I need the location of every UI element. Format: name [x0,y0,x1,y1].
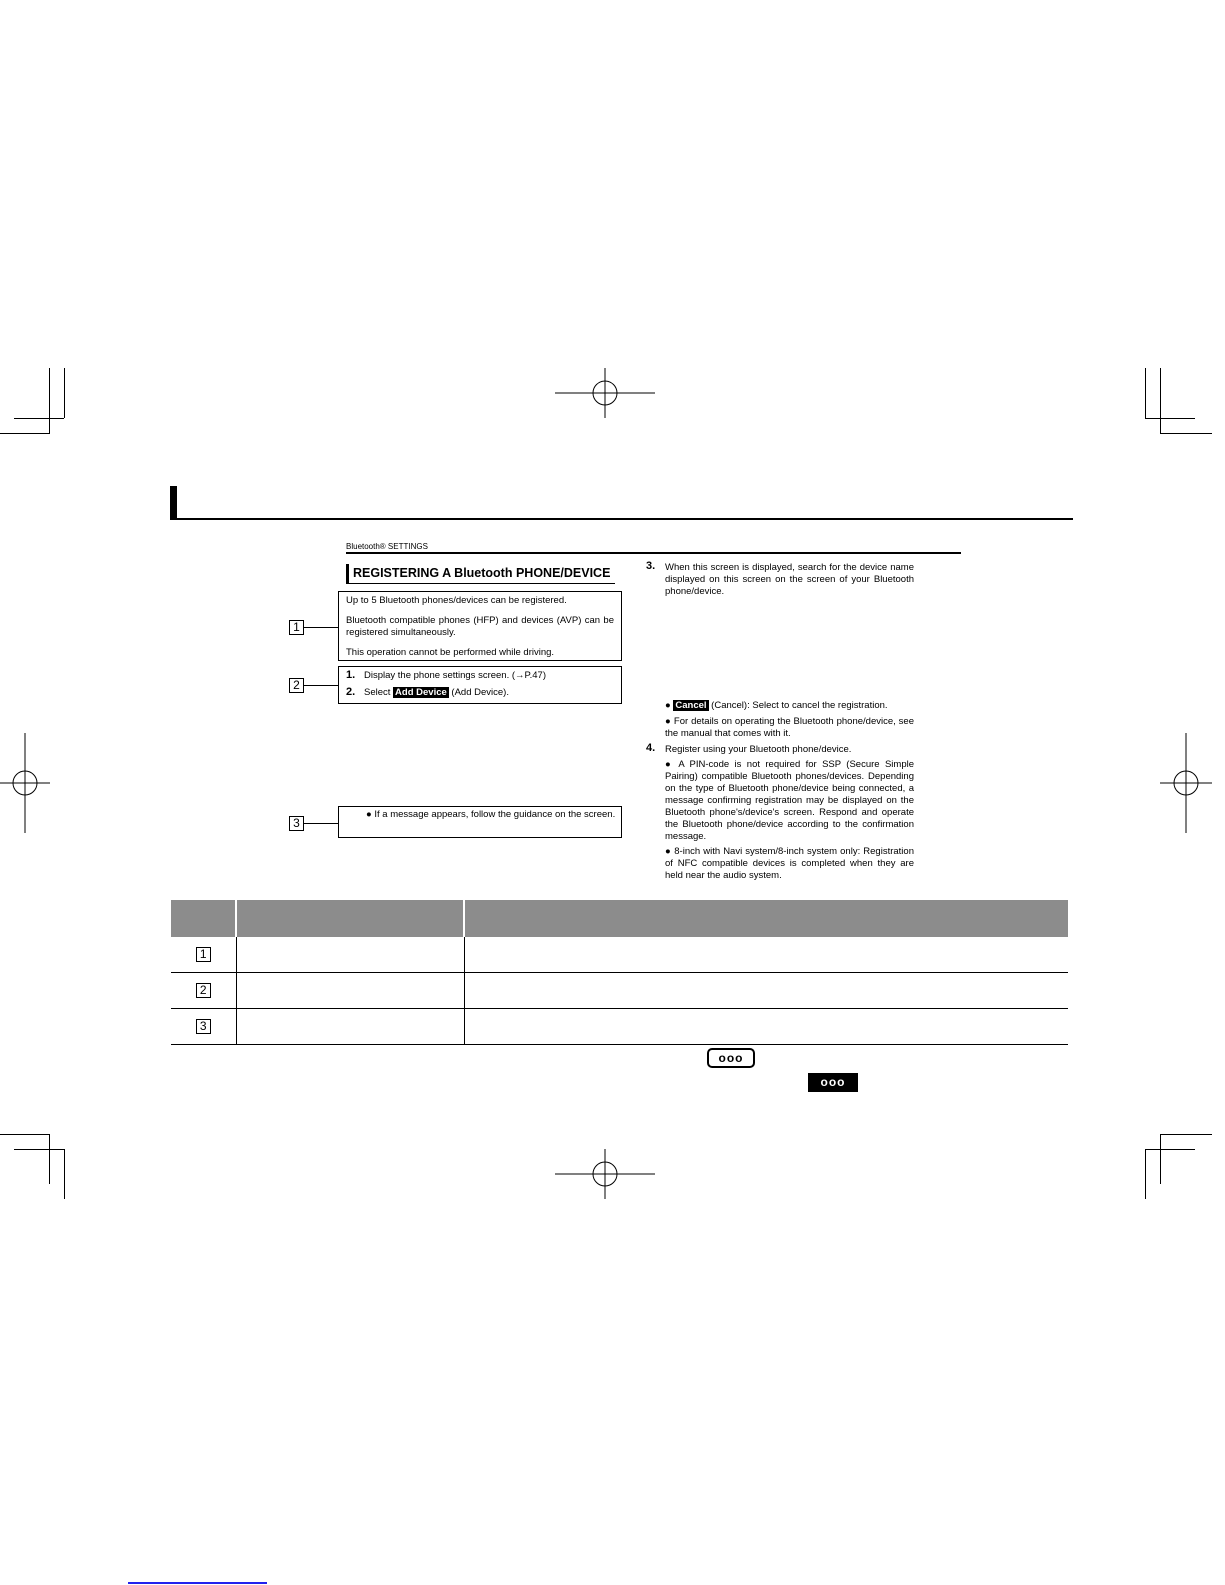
table-cell [236,1009,464,1045]
header-bar [170,486,177,520]
step-1 [346,669,546,681]
callout-3-leader [304,823,338,824]
table-cell [236,937,464,973]
note-text: If a message appears, follow the guidance on the screen. [374,809,616,820]
section-label: Bluetooth® SETTINGS [346,542,428,551]
header-cell [236,900,464,937]
info-box-1 [338,591,622,661]
table-cell [236,973,464,1009]
step-2 [346,686,509,698]
bottom-link-underline [128,1582,267,1584]
add-device-key: Add Device [395,687,447,698]
header-cell [464,900,1068,937]
step-text: (Add Device). [448,687,509,698]
screen-button-icon: ooo [808,1073,858,1092]
details-text: For details on operating the Bluetooth phone/device, see the manual that comes with it. [665,716,914,739]
step-3-number: 3. [646,560,656,572]
step-number: 2. [346,686,356,698]
step-4-text: Register using your Bluetooth phone/device. [665,744,852,755]
bullet-icon: ● [665,759,679,770]
table-cell [464,973,1068,1009]
table-header [171,900,1068,937]
page-title: REGISTERING A Bluetooth PHONE/DEVICE [353,566,611,580]
info-line: Bluetooth compatible phones (HFP) and devices (AVP) can be registered simultaneously. [346,615,614,638]
table-cell [464,1009,1068,1045]
row-number: 2 [196,983,211,998]
hard-key-icon: ooo [707,1048,755,1068]
table-cell [171,937,236,973]
title-rule [346,583,615,584]
note-bullet [366,809,616,821]
pin-text: A PIN-code is not required for SSP (Secure Simple Pairing) compatible Bluetooth phones/devices. Depending on the type of Bluetooth phone/device being connected, a message confirming registration may be displayed on the Bluetooth phone's/device's screen. Respond and operate the Bluetooth phone/device according to the confirmation message. [665,759,914,842]
reference-table [171,900,1068,1045]
callout-2-leader [304,685,338,686]
step-text: Display the phone settings screen. (→P.47) [364,670,547,681]
header-cell [171,900,236,937]
bullet-icon: ● [665,846,675,857]
step-3-text: When this screen is displayed, search for the device name displayed on this screen on the screen of your Bluetooth phone/device. [665,562,914,597]
pin-bullet [665,759,914,843]
title-bar [346,564,349,583]
callout-1: 1 [289,620,304,635]
cancel-bullet [665,700,914,712]
bullet-icon: ● [665,700,674,711]
step-4-number: 4. [646,742,656,754]
details-bullet [665,716,914,740]
table-cell [171,973,236,1009]
step-number: 1. [346,669,356,681]
table-row [171,973,1068,1009]
step-text: Select [364,687,394,698]
nfc-text: 8-inch with Navi system/8-inch system only: Registration of NFC compatible devices is completed when they are held near the audio system. [665,846,914,881]
section-rule [346,552,961,554]
row-number: 1 [196,947,211,962]
nfc-bullet [665,846,914,882]
row-number: 3 [196,1019,211,1034]
info-line: Up to 5 Bluetooth phones/devices can be registered. [346,595,567,606]
callout-1-leader [304,627,338,628]
callout-2: 2 [289,678,304,693]
callout-3: 3 [289,816,304,831]
table-cell [171,1009,236,1045]
bullet-icon: ● [665,716,674,727]
bullet-icon: ● [366,809,375,820]
cancel-key: Cancel [675,700,707,711]
cancel-text: (Cancel): Select to cancel the registration. [708,700,888,711]
table-cell [464,937,1068,973]
table-row [171,1009,1068,1045]
header-rule [170,518,1073,520]
table-row [171,937,1068,973]
info-line: This operation cannot be performed while driving. [346,647,555,658]
